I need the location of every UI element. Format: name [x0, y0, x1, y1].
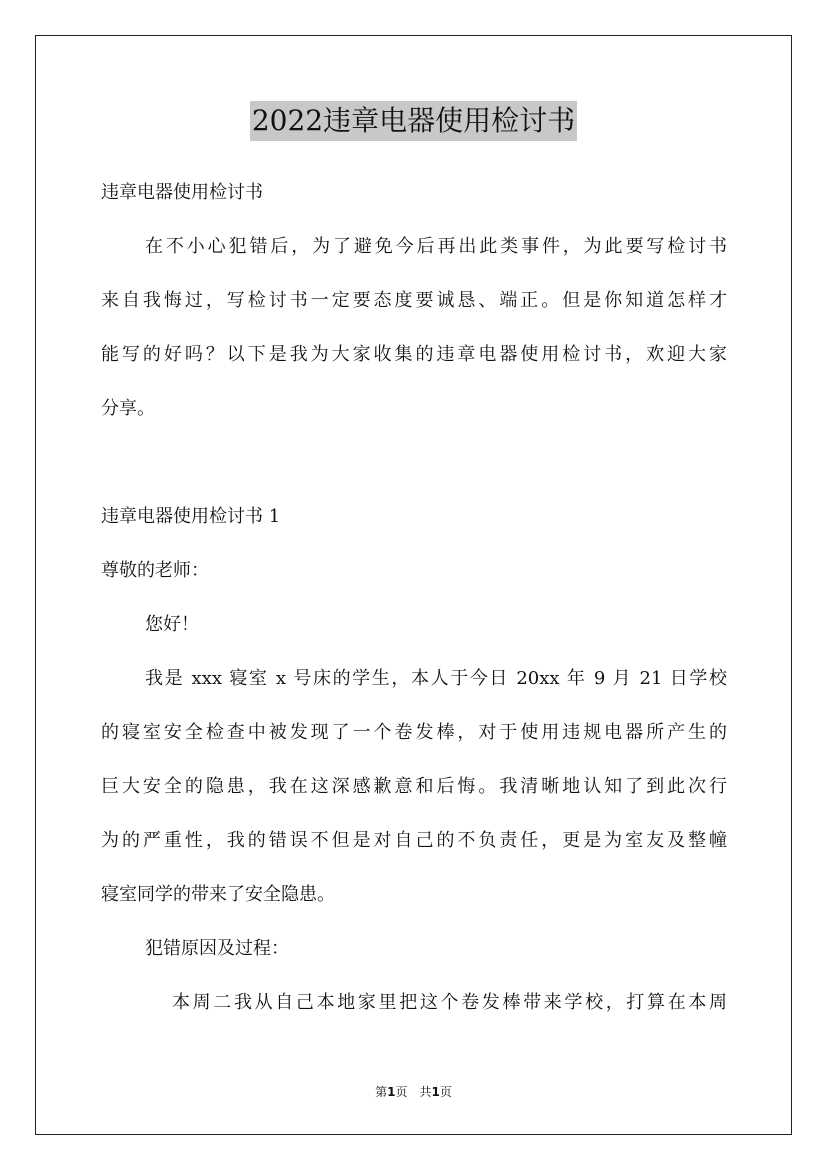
- footer-mid: 页 共: [395, 1085, 432, 1099]
- paragraph-line: 分享。: [101, 398, 155, 419]
- paragraph-line: 为的严重性，我的错误不但是对自己的不负责任，更是为室友及整幢: [101, 830, 727, 851]
- footer-total-pages: 1: [431, 1085, 440, 1099]
- paragraph-line: 本周二我从自己本地家里把这个卷发棒带来学校，打算在本周: [172, 992, 727, 1013]
- paragraph-line: 在不小心犯错后，为了避免今后再出此类事件，为此要写检讨书: [145, 236, 727, 257]
- section-subheading: 犯错原因及过程：: [145, 938, 289, 959]
- footer-prefix: 第: [375, 1085, 388, 1099]
- footer-page-number: 1: [387, 1085, 396, 1099]
- document-title: 2022违章电器使用检讨书: [250, 101, 577, 141]
- paragraph-line: 来自我悔过，写检讨书一定要态度要诚恳、端正。但是你知道怎样才: [101, 290, 727, 311]
- paragraph-line: 能写的好吗？以下是我为大家收集的违章电器使用检讨书，欢迎大家: [101, 344, 727, 365]
- paragraph-line: 寝室同学的带来了安全隐患。: [101, 884, 335, 905]
- footer-suffix: 页: [439, 1085, 452, 1099]
- greeting: 您好！: [145, 614, 199, 635]
- title-wrap: [0, 101, 827, 141]
- section-heading: 违章电器使用检讨书: [101, 182, 263, 203]
- paragraph-line: 的寝室安全检查中被发现了一个卷发棒，对于使用违规电器所产生的: [101, 722, 727, 743]
- paragraph-line: 我是 xxx 寝室 x 号床的学生，本人于今日 20xx 年 9 月 21 日学校: [145, 668, 727, 689]
- paragraph-line: 巨大安全的隐患，我在这深感歉意和后悔。我清晰地认知了到此次行: [101, 776, 727, 797]
- page-footer: [0, 1084, 827, 1100]
- salutation: 尊敬的老师：: [101, 560, 209, 581]
- section-heading: 违章电器使用检讨书 1: [101, 506, 281, 527]
